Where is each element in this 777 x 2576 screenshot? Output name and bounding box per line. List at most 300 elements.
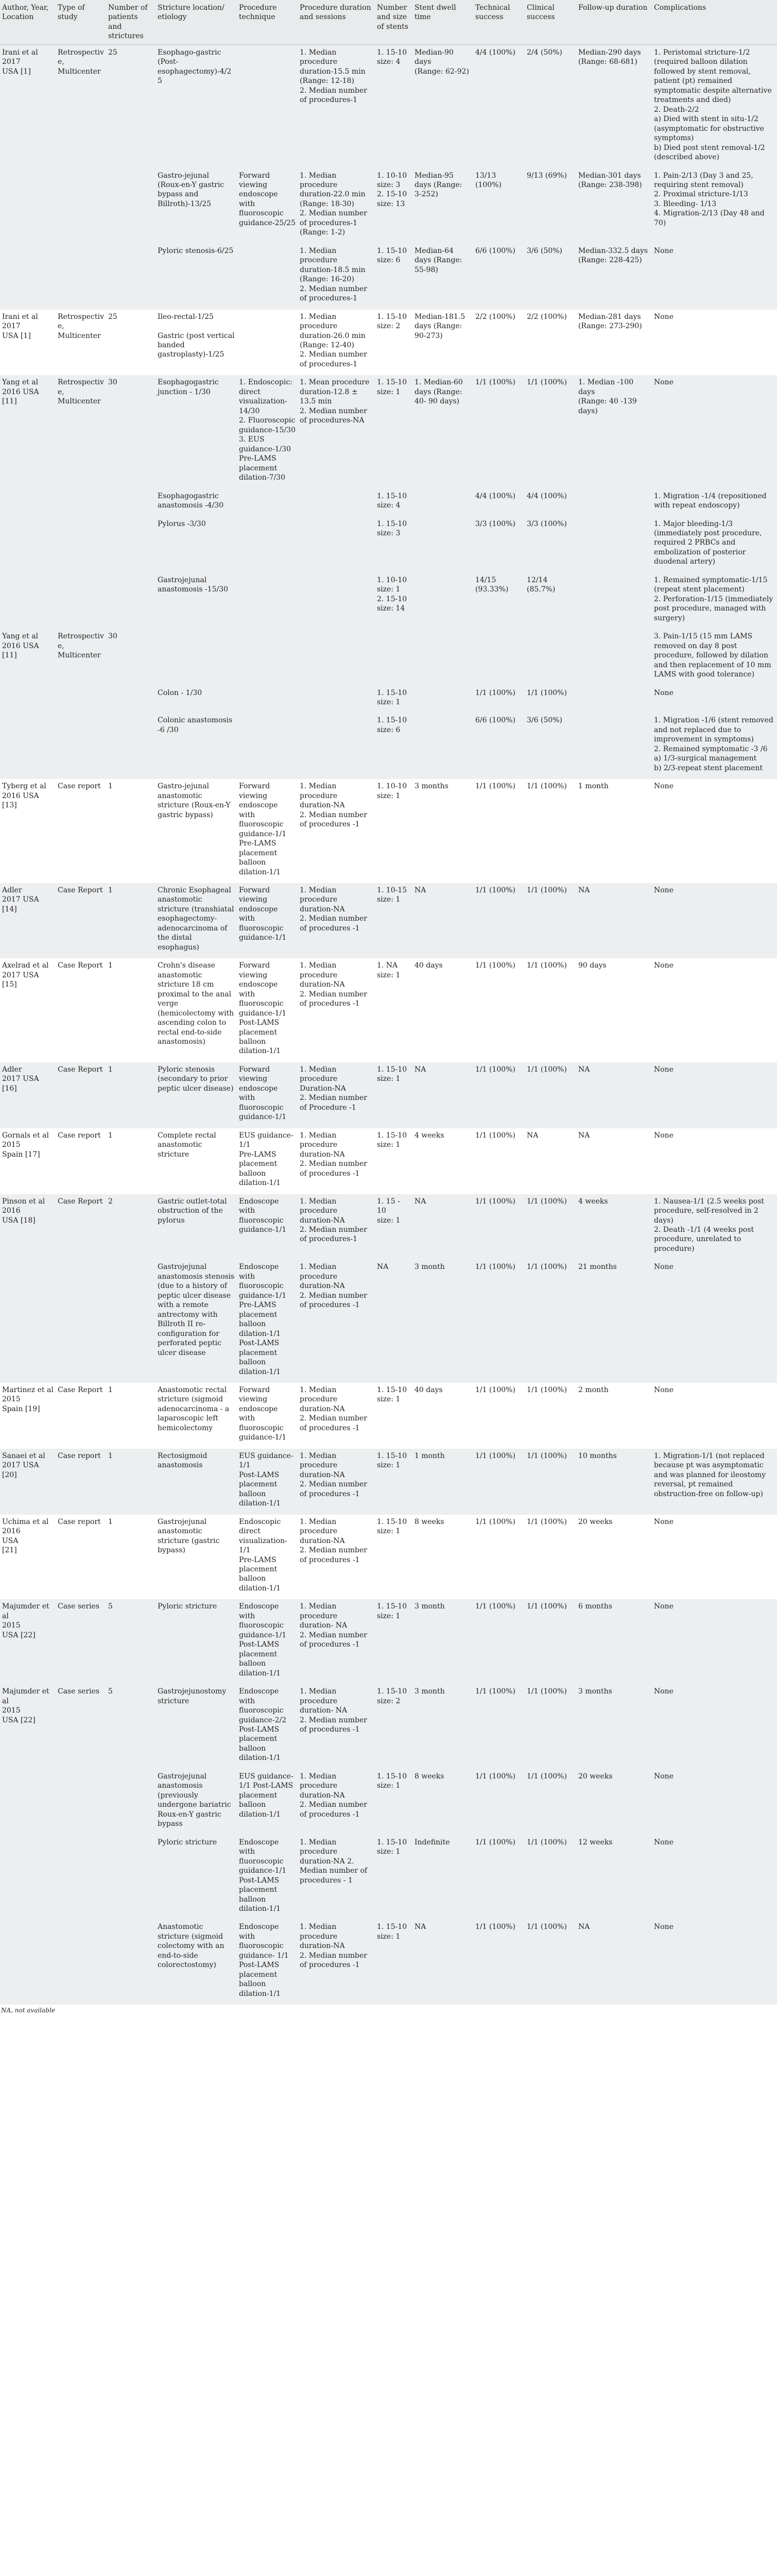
table-cell — [106, 168, 156, 244]
table-cell: Majumder et al 2015 USA [22] — [0, 1684, 56, 1769]
table-cell: 1. Migration -1/4 (repositioned with repeat endoscopy) — [652, 489, 777, 517]
table-cell: 1. Nausea-1/1 (2.5 weeks post procedure, self-resolved in 2 days) 2. Death -1/1 (4 weeks post procedure, unrelated to procedure) — [652, 1194, 777, 1260]
table-cell — [237, 310, 298, 376]
table-cell: 3 months — [412, 779, 473, 883]
table-cell: NA — [412, 883, 473, 958]
table-cell: 1. Median procedure duration-NA 2. Median number of procedures -1 — [298, 1128, 375, 1194]
table-cell — [106, 686, 156, 714]
table-cell: 1. Median procedure Duration-NA 2. Median number of Procedure -1 — [298, 1062, 375, 1128]
table-cell: 1. Remained symptomatic-1/15 (repeat stent placement) 2. Perforation-1/15 (immediately post procedure, managed with surgery) — [652, 573, 777, 629]
table-cell: 1. Median procedure duration-NA 2. Median number of procedures -1 — [298, 1449, 375, 1515]
table-cell: NA — [576, 1920, 652, 2005]
table-cell: 1. NA size: 1 — [375, 958, 412, 1062]
table-row — [0, 168, 777, 244]
table-cell: Gastrojejunal anastomosis -15/30 — [156, 573, 237, 629]
table-cell — [56, 686, 106, 714]
table-cell: 3/6 (50%) — [525, 244, 576, 310]
table-cell: Forward viewing endoscope with fluoroscopic guidance-1/1 Pre-LAMS placement balloon dilation-1/1 — [237, 779, 298, 883]
table-cell: Median-95 days (Range: 3-252) — [412, 168, 473, 244]
column-header: Type of study — [56, 0, 106, 45]
table-cell: Anastomotic stricture (sigmoid colectomy with an end-to-side colorectostomy) — [156, 1920, 237, 2005]
table-row — [0, 375, 777, 488]
table-cell — [56, 1260, 106, 1383]
table-row — [0, 958, 777, 1062]
table-cell: Gastric outlet-total obstruction of the pylorus — [156, 1194, 237, 1260]
table-cell — [106, 1920, 156, 2005]
table-cell: Pinson et al 2016 USA [18] — [0, 1194, 56, 1260]
table-cell: 1 — [106, 883, 156, 958]
table-cell: 1. 15-10 size: 1 — [375, 1599, 412, 1684]
table-cell — [412, 517, 473, 573]
table-cell: 1/1 (100%) — [473, 1515, 525, 1600]
table-cell: 1. Median procedure duration-22.0 min (Range: 18-30) 2. Median number of procedures-1 (Range: 1-2) — [298, 168, 375, 244]
table-cell: Yang et al 2016 USA [11] — [0, 375, 56, 488]
table-cell — [412, 713, 473, 779]
table-cell: Median-301 days (Range: 238-398) — [576, 168, 652, 244]
column-header: Stricture location/ etiology — [156, 0, 237, 45]
table-cell: 1. Median procedure duration-26.0 min (Range: 12-40) 2. Median number of procedures-1 — [298, 310, 375, 376]
table-cell: Martinez et al 2015 Spain [19] — [0, 1383, 56, 1449]
table-cell: None — [652, 1684, 777, 1769]
table-cell: 30 — [106, 375, 156, 488]
table-cell: Case report — [56, 779, 106, 883]
table-cell: 1. 15-10 size: 1 — [375, 375, 412, 488]
table-cell: 1/1 (100%) — [473, 883, 525, 958]
table-cell: 1/1 (100%) — [525, 1684, 576, 1769]
column-header: Procedure technique — [237, 0, 298, 45]
header-row — [0, 0, 777, 45]
table-cell: Tyberg et al 2016 USA [13] — [0, 779, 56, 883]
table-cell: Adler 2017 USA [14] — [0, 883, 56, 958]
table-cell: 4/4 (100%) — [473, 489, 525, 517]
table-cell: 1. Median procedure duration-15.5 min (Range: 12-18) 2. Median number of procedures-1 — [298, 45, 375, 168]
table-cell: 1. 15-10 size: 1 — [375, 1920, 412, 2005]
table-cell: 3. Pain-1/15 (15 mm LAMS removed on day 8 post procedure, followed by dilation and then replacement of 10 mm LAMS with good tolerance) — [652, 629, 777, 685]
table-cell: 3 month — [412, 1260, 473, 1383]
table-cell: Median-332.5 days (Range: 228-425) — [576, 244, 652, 310]
table-cell: Retrospective, Multicenter — [56, 310, 106, 376]
table-cell: 1 — [106, 1383, 156, 1449]
table-cell: EUS guidance-1/1 Post-LAMS placement balloon dilation-1/1 — [237, 1769, 298, 1835]
table-cell: 25 — [106, 45, 156, 168]
table-cell — [298, 489, 375, 517]
table-cell: Case Report — [56, 1062, 106, 1128]
table-cell: 3 months — [576, 1684, 652, 1769]
table-cell: 1. Median procedure duration-NA 2. Median number of procedures - 1 — [298, 1835, 375, 1920]
table-row — [0, 713, 777, 779]
table-cell: Pylorus -3/30 — [156, 517, 237, 573]
table-cell: 1. Median procedure duration- NA 2. Median number of procedures -1 — [298, 1684, 375, 1769]
table-cell: 6/6 (100%) — [473, 244, 525, 310]
table-cell: 2/2 (100%) — [473, 310, 525, 376]
table-cell: 1/1 (100%) — [525, 686, 576, 714]
table-cell: Gastro-jejunal (Roux-en-Y gastric bypass and Billroth)-13/25 — [156, 168, 237, 244]
table-cell: 1. Median-60 days (Range: 40- 90 days) — [412, 375, 473, 488]
table-cell — [237, 629, 298, 685]
table-row — [0, 517, 777, 573]
table-cell: Case Report — [56, 1383, 106, 1449]
table-cell — [298, 517, 375, 573]
table-cell: 1/1 (100%) — [473, 1260, 525, 1383]
table-cell: Forward viewing endoscope with fluoroscopic guidance-25/25 — [237, 168, 298, 244]
table-cell: 1/1 (100%) — [473, 779, 525, 883]
table-cell: Forward viewing endoscope with fluoroscopic guidance-1/1 — [237, 1383, 298, 1449]
table-cell: 1. 15 - 10 size: 1 — [375, 1194, 412, 1260]
table-cell: 1/1 (100%) — [525, 1515, 576, 1600]
table-cell: 1/1 (100%) — [473, 1383, 525, 1449]
table-cell: Pyloric stricture — [156, 1599, 237, 1684]
table-cell — [106, 244, 156, 310]
table-cell: Complete rectal anastomotic stricture — [156, 1128, 237, 1194]
table-row — [0, 686, 777, 714]
table-cell: Gastrojejunal anastomosis stenosis (due to a history of peptic ulcer disease with a remote antrectomy with Billroth II re-configuration for perforated peptic ulcer disease — [156, 1260, 237, 1383]
table-cell: Gastrojejunal anastomotic stricture (gastric bypass) — [156, 1515, 237, 1600]
table-row — [0, 1449, 777, 1515]
table-cell: 1/1 (100%) — [525, 375, 576, 488]
table-cell: 20 weeks — [576, 1769, 652, 1835]
table-row — [0, 489, 777, 517]
table-cell: 1. Median procedure duration-NA 2. Median number of procedures -1 — [298, 1260, 375, 1383]
table-cell: 10 months — [576, 1449, 652, 1515]
column-header: Procedure duration and sessions — [298, 0, 375, 45]
table-cell: Case series — [56, 1684, 106, 1769]
table-cell: None — [652, 375, 777, 488]
table-row — [0, 883, 777, 958]
table-cell — [576, 489, 652, 517]
table-cell: 1/1 (100%) — [473, 686, 525, 714]
table-cell: 2/4 (50%) — [525, 45, 576, 168]
table-cell — [237, 713, 298, 779]
table-cell — [56, 1920, 106, 2005]
table-cell — [298, 629, 375, 685]
table-cell — [412, 686, 473, 714]
table-cell — [0, 489, 56, 517]
table-cell: 1/1 (100%) — [473, 958, 525, 1062]
table-cell: Gastro-jejunal anastomotic stricture (Roux-en-Y gastric bypass) — [156, 779, 237, 883]
table-cell: Endoscope with fluoroscopic guidance-1/1 Pre-LAMS placement balloon dilation-1/1 Post-LAMS placement balloon dilation-1/1 — [237, 1260, 298, 1383]
table-cell: 1/1 (100%) — [473, 1062, 525, 1128]
table-cell — [576, 629, 652, 685]
table-cell: 1 month — [576, 779, 652, 883]
table-cell: Endoscope with fluoroscopic guidance-2/2 Post-LAMS placement balloon dilation-1/1 — [237, 1684, 298, 1769]
table-cell: Case Report — [56, 1194, 106, 1260]
table-cell — [106, 713, 156, 779]
column-header: Stent dwell time — [412, 0, 473, 45]
table-cell: 1. 10-15 size: 1 — [375, 883, 412, 958]
table-cell — [0, 517, 56, 573]
table-cell: None — [652, 1260, 777, 1383]
table-cell: 1. 15-10 size: 3 — [375, 517, 412, 573]
table-row — [0, 310, 777, 376]
table-cell: Endoscope with fluoroscopic guidance-1/1 Post-LAMS placement balloon dilation-1/1 — [237, 1599, 298, 1684]
table-cell: 5 — [106, 1599, 156, 1684]
table-cell: 3/3 (100%) — [525, 517, 576, 573]
table-row — [0, 1835, 777, 1920]
table-cell: 1 — [106, 1449, 156, 1515]
table-cell — [106, 1260, 156, 1383]
table-cell — [0, 1260, 56, 1383]
table-cell: 20 weeks — [576, 1515, 652, 1600]
table-cell: 3 month — [412, 1684, 473, 1769]
table-cell: 1/1 (100%) — [525, 1835, 576, 1920]
table-cell: 1. 10-10 size: 1 — [375, 779, 412, 883]
table-cell: Gastrojejunal anastomosis (previously undergone bariatric Roux-en-Y gastric bypass — [156, 1769, 237, 1835]
table-cell: 5 — [106, 1684, 156, 1769]
table-cell: Ileo-rectal-1/25 Gastric (post vertical banded gastroplasty)-1/25 — [156, 310, 237, 376]
table-cell: 1 — [106, 1128, 156, 1194]
table-cell: None — [652, 1599, 777, 1684]
table-cell: 1. Median procedure duration-18.5 min (Range: 16-20) 2. Median number of procedures-1 — [298, 244, 375, 310]
table-cell: Endoscope with fluoroscopic guidance- 1/1 Post-LAMS placement balloon dilation-1/1 — [237, 1920, 298, 2005]
table-cell: Retrospective, Multicenter — [56, 629, 106, 685]
table-row — [0, 1920, 777, 2005]
table-cell: 1/1 (100%) — [473, 1920, 525, 2005]
table-cell — [576, 686, 652, 714]
table-cell: 1/1 (100%) — [525, 1194, 576, 1260]
table-cell — [298, 686, 375, 714]
table-cell: NA — [525, 1128, 576, 1194]
table-cell: 1. Median procedure duration-NA 2. Median number of procedures-1 — [298, 1194, 375, 1260]
table-cell — [106, 1769, 156, 1835]
table-cell: 1 month — [412, 1449, 473, 1515]
table-cell: 3/3 (100%) — [473, 517, 525, 573]
table-cell: EUS guidance-1/1 Post-LAMS placement balloon dilation-1/1 — [237, 1449, 298, 1515]
table-cell: 40 days — [412, 1383, 473, 1449]
column-header: Follow-up duration — [576, 0, 652, 45]
table-row — [0, 1599, 777, 1684]
table-row — [0, 629, 777, 685]
table-cell: Sanaei et al 2017 USA [20] — [0, 1449, 56, 1515]
table-cell — [0, 1920, 56, 2005]
table-row — [0, 1194, 777, 1260]
table-cell — [412, 573, 473, 629]
table-cell: 12/14 (85.7%) — [525, 573, 576, 629]
table-cell: 4/4 (100%) — [525, 489, 576, 517]
table-cell: None — [652, 1383, 777, 1449]
table-cell: 1. 15-10 size: 1 — [375, 686, 412, 714]
table-cell: 2/2 (100%) — [525, 310, 576, 376]
table-footnote: NA, not available — [1, 2007, 55, 2014]
table-cell — [237, 573, 298, 629]
table-cell: 1/1 (100%) — [473, 1769, 525, 1835]
table-cell: Case Report — [56, 883, 106, 958]
table-cell: Case series — [56, 1599, 106, 1684]
table-cell: 1 — [106, 1062, 156, 1128]
table-cell: 1. 15-10 size: 1 — [375, 1835, 412, 1920]
table-cell — [0, 686, 56, 714]
table-cell: Median-64 days (Range: 55-98) — [412, 244, 473, 310]
table-cell — [106, 573, 156, 629]
table-cell: Retrospective, Multicenter — [56, 375, 106, 488]
table-cell: 1. 10-10 size: 3 2. 15-10 size: 13 — [375, 168, 412, 244]
table-cell: Case report — [56, 1515, 106, 1600]
table-cell — [298, 713, 375, 779]
table-cell: 4 weeks — [412, 1128, 473, 1194]
table-cell: Pyloric stenosis (secondary to prior peptic ulcer disease) — [156, 1062, 237, 1128]
table-cell: 1/1 (100%) — [473, 1128, 525, 1194]
table-cell: 2 month — [576, 1383, 652, 1449]
table-cell — [576, 517, 652, 573]
table-cell — [0, 573, 56, 629]
table-cell: 1/1 (100%) — [525, 1599, 576, 1684]
table-cell: 4/4 (100%) — [473, 45, 525, 168]
table-cell — [237, 517, 298, 573]
table-cell: Pyloric stenosis-6/25 — [156, 244, 237, 310]
table-cell — [237, 244, 298, 310]
table-cell: Median-290 days (Range: 68-681) — [576, 45, 652, 168]
table-cell — [0, 168, 56, 244]
table-cell — [106, 517, 156, 573]
column-header: Number of patients and strictures — [106, 0, 156, 45]
table-cell: Axelrad et al 2017 USA [15] — [0, 958, 56, 1062]
table-row — [0, 45, 777, 168]
column-header: Author, Year, Location — [0, 0, 56, 45]
table-cell: None — [652, 779, 777, 883]
table-cell: 8 weeks — [412, 1515, 473, 1600]
table-cell — [156, 629, 237, 685]
table-cell — [412, 489, 473, 517]
table-cell: Yang et al 2016 USA [11] — [0, 629, 56, 685]
table-cell: 1. 10-10 size: 1 2. 15-10 size: 14 — [375, 573, 412, 629]
table-cell: 1. 15-10 size: 1 — [375, 1128, 412, 1194]
table-cell — [237, 686, 298, 714]
table-cell: 1/1 (100%) — [473, 1599, 525, 1684]
table-cell: Uchima et al 2016 USA [21] — [0, 1515, 56, 1600]
table-cell: 90 days — [576, 958, 652, 1062]
table-cell: 1/1 (100%) — [525, 1383, 576, 1449]
table-cell: 1. 15-10 size: 2 — [375, 1684, 412, 1769]
table-cell: Endoscopic direct visualization-1/1 Pre-LAMS placement balloon dilation-1/1 — [237, 1515, 298, 1600]
table-cell: NA — [412, 1920, 473, 2005]
table-cell: 8 weeks — [412, 1769, 473, 1835]
table-cell — [56, 168, 106, 244]
table-cell: 1. 15-10 size: 1 — [375, 1449, 412, 1515]
table-cell: 1. 15-10 size: 1 — [375, 1515, 412, 1600]
table-cell — [106, 489, 156, 517]
table-cell: Esophago-gastric (Post-esophagectomy)-4/25 — [156, 45, 237, 168]
table-cell: Chronic Esophageal anastomotic stricture (transhiatal esophagectomy- adenocarcinoma of the distal esophagus) — [156, 883, 237, 958]
table-cell: 4 weeks — [576, 1194, 652, 1260]
table-cell: Forward viewing endoscope with fluoroscopic guidance-1/1 Post-LAMS placement balloon dilation-1/1 — [237, 958, 298, 1062]
table-row — [0, 573, 777, 629]
table-cell: Endoscope with fluoroscopic guidance-1/1 Post-LAMS placement balloon dilation-1/1 — [237, 1835, 298, 1920]
table-cell: None — [652, 1835, 777, 1920]
table-cell: None — [652, 1062, 777, 1128]
table-cell: 1. 15-10 size: 6 — [375, 244, 412, 310]
table-cell: 1. Median procedure duration-NA 2. Median number of procedures -1 — [298, 779, 375, 883]
table-cell: Colon - 1/30 — [156, 686, 237, 714]
table-cell: 1 — [106, 779, 156, 883]
table-cell: None — [652, 1769, 777, 1835]
table-cell: NA — [576, 1062, 652, 1128]
table-cell: 6 months — [576, 1599, 652, 1684]
table-cell: Gastrojejunostomy stricture — [156, 1684, 237, 1769]
table-cell: 1 — [106, 1515, 156, 1600]
table-cell: 6/6 (100%) — [473, 713, 525, 779]
table-cell: 1/1 (100%) — [473, 375, 525, 488]
table-cell: 1/1 (100%) — [525, 1769, 576, 1835]
table-cell: 1/1 (100%) — [525, 1920, 576, 2005]
table-cell: Esophagogastric anastomosis -4/30 — [156, 489, 237, 517]
column-header: Number and size of stents — [375, 0, 412, 45]
table-cell: 1/1 (100%) — [473, 1684, 525, 1769]
table-cell: 1. 15-10 size: 1 — [375, 1769, 412, 1835]
table-row — [0, 244, 777, 310]
table-cell: Case Report — [56, 958, 106, 1062]
table-row — [0, 1383, 777, 1449]
table-cell: Rectosigmoid anastomosis — [156, 1449, 237, 1515]
table-cell: 1. Median -100 days (Range: 40 -139 days) — [576, 375, 652, 488]
table-cell: Esophagogastric junction - 1/30 — [156, 375, 237, 488]
table-cell: 9/13 (69%) — [525, 168, 576, 244]
table-cell: 1 — [106, 958, 156, 1062]
table-cell: 1. Median procedure duration-NA 2. Median number of procedures -1 — [298, 958, 375, 1062]
table-cell — [375, 629, 412, 685]
table-cell: None — [652, 244, 777, 310]
table-cell — [106, 1835, 156, 1920]
table-cell — [56, 244, 106, 310]
table-cell: 3 month — [412, 1599, 473, 1684]
table-cell: 1. Median procedure duration-NA 2. Median number of procedures -1 — [298, 1515, 375, 1600]
table-cell: 1. Migration-1/1 (not replaced because pt was asymptomatic and was planned for ileostomy reversal, pt remained obstruction-free on follow-up) — [652, 1449, 777, 1515]
table-cell: Median-90 days (Range: 62-92) — [412, 45, 473, 168]
table-cell: 1. Median procedure duration-NA 2. Median number of procedures -1 — [298, 883, 375, 958]
table-cell — [56, 1835, 106, 1920]
table-row — [0, 1769, 777, 1835]
table-row — [0, 1260, 777, 1383]
table-cell: 1/1 (100%) — [473, 1449, 525, 1515]
table-cell — [298, 573, 375, 629]
table-cell — [237, 45, 298, 168]
table-cell — [56, 1769, 106, 1835]
table-cell: 1/1 (100%) — [525, 779, 576, 883]
table-cell — [56, 573, 106, 629]
table-cell — [0, 1835, 56, 1920]
table-cell — [0, 1769, 56, 1835]
table-cell — [0, 244, 56, 310]
table-cell: 1. Peristomal stricture-1/2 (required balloon dilation followed by stent removal, patient (pt) remained symptomatic despite alternative treatments and died) 2. Death-2/2 a) Died with stent in situ-1/2 (asymptomatic for obstructive symptoms) b) Died post stent removal-1/2 (described above) — [652, 45, 777, 168]
table-cell — [576, 713, 652, 779]
table-cell — [473, 629, 525, 685]
table-cell: None — [652, 1128, 777, 1194]
table-row — [0, 1128, 777, 1194]
table-cell: 40 days — [412, 958, 473, 1062]
table-cell: 1. 15-10 size: 1 — [375, 1062, 412, 1128]
table-cell — [412, 629, 473, 685]
table-cell — [0, 713, 56, 779]
table-cell: Case report — [56, 1449, 106, 1515]
table-row — [0, 1684, 777, 1769]
table-cell: 1/1 (100%) — [525, 1062, 576, 1128]
table-cell: 1. 15-10 size: 4 — [375, 489, 412, 517]
table-cell: 1/1 (100%) — [525, 883, 576, 958]
table-row — [0, 1515, 777, 1600]
table-cell: 13/13 (100%) — [473, 168, 525, 244]
table-cell: Forward viewing endoscope with fluoroscopic guidance-1/1 — [237, 883, 298, 958]
table-cell: 1. Migration -1/6 (stent removed and not replaced due to improvement in symptoms) 2. Remained symptomatic -3 /6 a) 1/3-surgical management b) 2/3-repeat stent placement — [652, 713, 777, 779]
table-cell: Forward viewing endoscope with fluoroscopic guidance-1/1 — [237, 1062, 298, 1128]
column-header: Clinical success — [525, 0, 576, 45]
table-cell — [237, 489, 298, 517]
table-row — [0, 779, 777, 883]
table-cell: 1/1 (100%) — [525, 1260, 576, 1383]
table-cell: None — [652, 1920, 777, 2005]
table-cell: NA — [412, 1194, 473, 1260]
table-cell: None — [652, 310, 777, 376]
table-cell: Majumder et al 2015 USA [22] — [0, 1599, 56, 1684]
table-cell: NA — [576, 883, 652, 958]
table-cell: 3/6 (50%) — [525, 713, 576, 779]
